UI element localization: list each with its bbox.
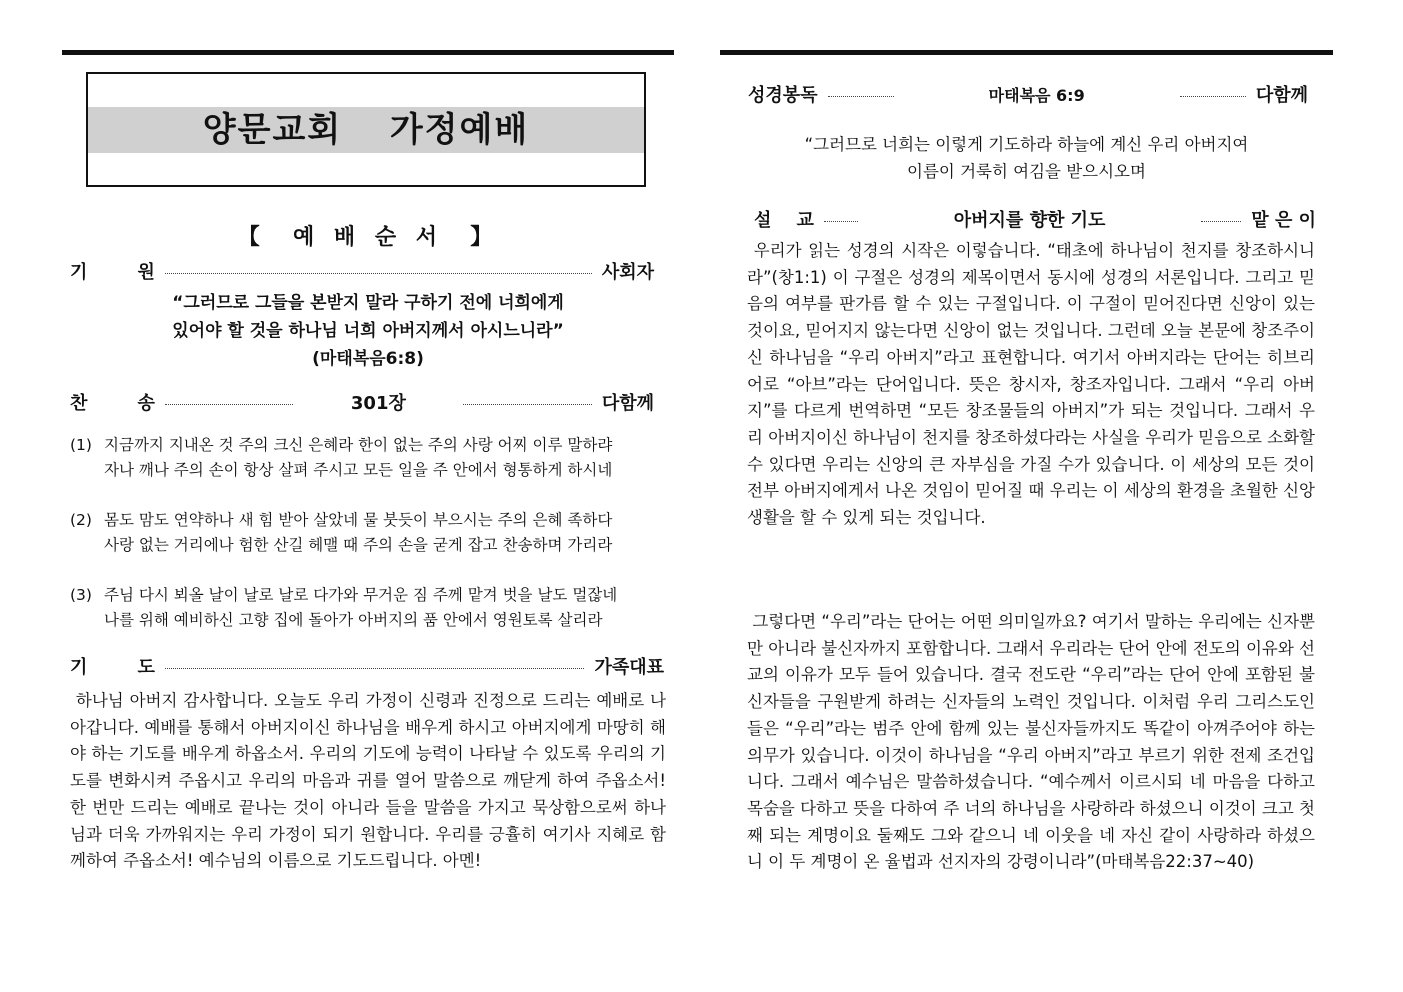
- hymn-label: 찬 송: [70, 393, 155, 414]
- invocation-verse: [62, 289, 674, 373]
- verse-reference: (마태복음6:8): [312, 349, 424, 369]
- verse-line: “그러므로 그들을 본받지 말라 구하기 전에 너희에게: [172, 293, 564, 313]
- reading-leader: 다함께: [1255, 85, 1308, 106]
- leader-dots: [165, 668, 585, 669]
- prayer-text: 하나님 아버지 감사합니다. 오늘도 우리 가정이 신령과 진정으로 드리는 예배로 나아갑니다. 예배를 통해서 아버지이신 하나님을 배우게 하시고 아버지에게 마땅히 해야 하는 기도를 배우게 하옵소서. 우리의 기도에 능력이 나타날 수 있도록 우리의 기도를 변화시켜 주옵시고 우리의 마음과 귀를 열어 말씀으로 깨닫게 하여 주옵소서! 한 번만 드리는 예배로 끝나는 것이 아니라 들을 말씀을 가지고 묵상함으로써 하나님과 더욱 가까워지는 우리 가정이 되기 원합니다. 우리를 긍휼히 여기사 지혜로 함께하여 주옵소서! 예수님의 이름으로 기도드립니다. 아멘!: [70, 691, 672, 871]
- sermon-row: [754, 206, 1316, 232]
- hymn-row: [70, 389, 654, 415]
- top-rule-right: [720, 50, 1333, 55]
- hymn-number: 301장: [350, 393, 406, 414]
- sermon-leader: 맡 은 이: [1251, 210, 1316, 231]
- reading-label: 성경봉독: [748, 85, 818, 106]
- leader-dots: [824, 221, 858, 222]
- leader-dots: [463, 404, 591, 405]
- top-rule-left: [62, 50, 674, 55]
- hymn-verse-number: (3): [70, 586, 92, 604]
- hymn-line: 지금까지 지내온 것 주의 크신 은혜라 한이 없는 주의 사랑 어찌 이루 말하랴: [104, 436, 613, 454]
- hymn-verse-number: (1): [70, 436, 92, 454]
- sermon-label: 설 교: [754, 210, 814, 231]
- sermon-paragraph: 그렇다면 “우리”라는 단어는 어떤 의미일까요? 여기서 말하는 우리에는 신자뿐만 아니라 불신자까지 포함합니다. 그래서 우리라는 단어 안에 전도의 이유와 선교의 이유가 모두 들어 있습니다. 결국 전도란 “우리”라는 단어 안에 포함된 불신자들을 구원받게 하려는 신자들의 노력인 것입니다. 이처럼 우리 그리스도인들은 “우리”라는 범주 안에 함께 있는 불신자들까지도 똑같이 아껴주어야 하는 의무가 있습니다. 이것이 하나님을 “우리 아버지”라고 부르기 위한 전제 조건입니다. 그래서 예수님은 말씀하셨습니다. “예수께서 이르시되 네 마음을 다하고 목숨을 다하고 뜻을 다하여 주 너의 하나님을 사랑하라 하셨으니 이것이 크고 첫째 되는 계명이요 둘째도 그와 같으니 네 이웃을 네 자신 같이 사랑하라 하셨으니 이 두 계명이 온 율법과 선지자의 강령이니라”(마태복음22:37~40): [747, 612, 1321, 872]
- hymn-verse-number: (2): [70, 511, 92, 529]
- reading-row: [748, 81, 1308, 107]
- verse-line: 있어야 할 것을 하나님 너희 아버지께서 아시느니라”: [172, 321, 564, 341]
- leader-dots: [828, 96, 894, 97]
- verse-line: 이름이 거룩히 여김을 받으시오며: [907, 162, 1146, 181]
- prayer-label: 기 도: [70, 657, 155, 678]
- reading-verse: [720, 131, 1333, 185]
- verse-line: “그러므로 너희는 이렇게 기도하라 하늘에 계신 우리 아버지여: [804, 135, 1249, 154]
- hymn-leader: 다함께: [601, 393, 654, 414]
- invocation-row: [70, 258, 654, 284]
- prayer-row: [70, 653, 664, 679]
- invocation-leader: 사회자: [601, 262, 654, 283]
- worship-order-heading: 【 예 배 순 서 】: [237, 225, 499, 250]
- title-box: [86, 72, 646, 187]
- invocation-label: 기 원: [70, 262, 155, 283]
- hymn-line: 주님 다시 뵈올 날이 날로 날로 다가와 무거운 짐 주께 맡겨 벗을 날도 멀잖네: [104, 586, 618, 604]
- hymn-line: 자나 깨나 주의 손이 항상 살펴 주시고 모든 일을 주 안에서 형통하게 하시네: [104, 461, 613, 479]
- sermon-title: 아버지를 향한 기도: [953, 210, 1106, 231]
- leader-dots: [1180, 96, 1246, 97]
- leader-dots: [165, 273, 592, 274]
- reading-reference: 마태복음 6:9: [988, 85, 1085, 105]
- prayer-leader: 가족대표: [594, 657, 664, 678]
- leader-dots: [1201, 221, 1241, 222]
- hymn-line: 사랑 없는 거리에나 험한 산길 헤맬 때 주의 손을 굳게 잡고 찬송하며 가리라: [104, 536, 613, 554]
- hymn-line: 몸도 맘도 연약하나 새 힘 받아 살았네 물 붓듯이 부으시는 주의 은혜 족하다: [104, 511, 613, 529]
- hymn-line: 나를 위해 예비하신 고향 집에 돌아가 아버지의 품 안에서 영원토록 살리라: [104, 611, 603, 629]
- sermon-paragraph: 우리가 읽는 성경의 시작은 이렇습니다. “태초에 하나님이 천지를 창조하시니라”(창1:1) 이 구절은 성경의 제목이면서 동시에 성경의 서론입니다. 그리고 믿음의 여부를 판가름 할 수 있는 구절입니다. 이 구절이 믿어진다면 신앙이 있는 것이요, 믿어지지 않는다면 신앙이 없는 것입니다. 그런데 오늘 본문에 창조주이신 하나님을 “우리 아버지”라고 표현합니다. 여기서 아버지라는 단어는 히브리어로 “아브”라는 단어입니다. 뜻은 창시자, 창조자입니다. 그래서 “우리 아버지”를 다르게 번역하면 “모든 창조물들의 아버지”가 되는 것입니다. 그래서 우리 아버지이신 하나님이 천지를 창조하셨다라는 사실을 우리가 믿음으로 소화할 수 있다면 우리는 신앙의 큰 자부심을 가질 수가 있습니다. 이 세상의 모든 것이 전부 아버지에게서 나온 것임이 믿어질 때 우리는 이 세상의 환경을 초월한 신앙생활을 할 수 있게 되는 것입니다.: [747, 241, 1321, 528]
- leader-dots: [165, 404, 293, 405]
- page-title: 양문교회 가정예배: [88, 107, 644, 153]
